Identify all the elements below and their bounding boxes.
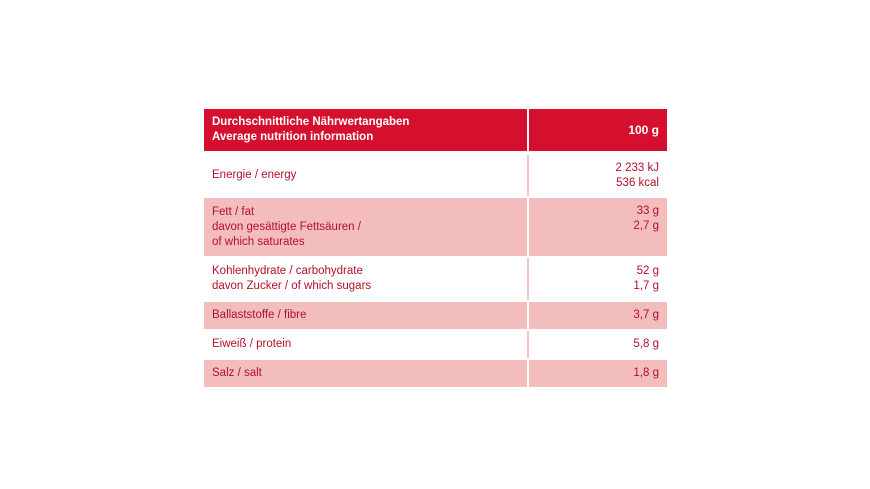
table-row-carbohydrate: [204, 258, 667, 300]
table-row-salt: [204, 360, 667, 387]
nutrition-table: [204, 109, 667, 387]
row-value: 52 g: [636, 265, 659, 277]
row-label-cell: [204, 258, 529, 300]
row-label: Energie / energy: [212, 169, 297, 181]
header-title-de: Durchschnittliche Nährwertangaben: [212, 116, 410, 128]
row-label: davon Zucker / of which sugars: [212, 280, 372, 292]
row-value-cell: [529, 302, 667, 329]
row-label-cell: [204, 360, 529, 387]
row-value: 1,8 g: [633, 367, 659, 379]
header-amount-cell: [529, 109, 667, 151]
row-label: Eiweiß / protein: [212, 338, 292, 350]
row-label-cell: [204, 155, 529, 196]
row-value-cell: [529, 331, 667, 358]
row-label-cell: [204, 198, 529, 256]
row-value: 2,7 g: [633, 220, 659, 232]
table-row-fat: [204, 198, 667, 256]
row-label: of which saturates: [212, 235, 305, 248]
table-row-energy: [204, 155, 667, 196]
header-title-en: Average nutrition information: [212, 131, 374, 143]
row-value-cell: [529, 198, 667, 256]
row-value-cell: [529, 155, 667, 196]
table-row-fibre: [204, 302, 667, 329]
header-title-cell: [204, 109, 529, 151]
row-label: Fett / fat: [212, 205, 255, 218]
table-header: [204, 109, 667, 153]
row-label-cell: [204, 302, 529, 329]
row-label: Kohlenhydrate / carbohydrate: [212, 265, 363, 277]
row-label: Salz / salt: [212, 367, 262, 379]
row-label: Ballaststoffe / fibre: [212, 309, 307, 321]
row-value: 5,8 g: [633, 338, 659, 350]
row-label: davon gesättigte Fettsäuren /: [212, 220, 361, 233]
row-value: 3,7 g: [633, 309, 659, 321]
row-value: 33 g: [636, 205, 659, 217]
row-value-cell: [529, 258, 667, 300]
row-label-cell: [204, 331, 529, 358]
table-row-protein: [204, 331, 667, 358]
row-value: 536 kcal: [616, 176, 659, 189]
row-value: 2 233 kJ: [615, 161, 659, 174]
header-amount: 100 g: [628, 122, 659, 137]
row-value-cell: [529, 360, 667, 387]
row-value: 1,7 g: [633, 280, 659, 292]
